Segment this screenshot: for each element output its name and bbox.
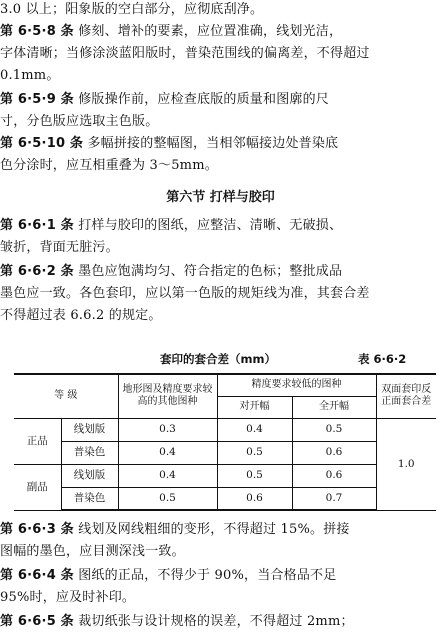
header-low-precision: 精度要求较低的图种 xyxy=(217,374,376,396)
table-title: 套印的套合差（mm） xyxy=(160,352,276,366)
article-6-6-3: 第 6·6·3 条 线划及网线粗细的变形，不得超过 15%。拼接 xyxy=(0,522,350,537)
table-row xyxy=(14,464,436,487)
cell-folio: 0.4 xyxy=(217,418,292,441)
header-high-precision: 地形图及精度要求较高的其他图种 xyxy=(118,374,217,418)
row-type: 普染色 xyxy=(61,487,118,510)
article-6-5-10: 第 6·5·10 条 多幅拼接的整幅图，当相邻幅接边处普染底 xyxy=(0,136,339,151)
row-type: 普染色 xyxy=(61,441,118,464)
cell-full: 0.7 xyxy=(292,487,376,510)
group-name: 副品 xyxy=(14,464,61,510)
cell-high: 0.4 xyxy=(118,464,217,487)
text-line: 墨色应一致。各色套印，应以第一色版的规矩线为准，其套合差 xyxy=(0,286,370,301)
row-type: 线划版 xyxy=(61,464,118,487)
header-grade: 等 级 xyxy=(14,374,118,418)
cell-folio: 0.5 xyxy=(217,441,292,464)
text-line: 不得超过表 6.6.2 的规定。 xyxy=(0,308,162,323)
table-row xyxy=(14,441,436,464)
text-line: 色分涂时，应互相重叠为 3～5mm。 xyxy=(0,158,218,173)
cell-high: 0.3 xyxy=(118,418,217,441)
header-folio: 对开幅 xyxy=(217,396,292,418)
article-6-5-9: 第 6·5·9 条 修版操作前，应检查底版的质量和图廓的尺 xyxy=(0,92,330,107)
header-full: 全开幅 xyxy=(292,396,376,418)
table-row xyxy=(14,418,436,441)
table-number: 表 6·6·2 xyxy=(358,352,407,366)
cell-double-sided: 1.0 xyxy=(376,418,436,510)
text-line: 寸，分色版应选取主色版。 xyxy=(0,114,159,129)
text-line: 95%时，应及时补印。 xyxy=(0,590,136,605)
cell-full: 0.6 xyxy=(292,464,376,487)
text-line: 3.0 以上；阳象版的空白部分，应彻底刮净。 xyxy=(0,2,264,17)
cell-full: 0.6 xyxy=(292,441,376,464)
registration-tolerance-table xyxy=(14,373,436,511)
cell-high: 0.5 xyxy=(118,487,217,510)
article-6-6-1: 第 6·6·1 条 打样与胶印的图纸，应整洁、清晰、无破损、 xyxy=(0,218,343,233)
article-6-5-8: 第 6·5·8 条 修刻、增补的要素，应位置准确，线划光洁， xyxy=(0,24,343,39)
text-line: 皱折，背面无脏污。 xyxy=(0,240,119,255)
row-type: 线划版 xyxy=(61,418,118,441)
text-line: 0.1mm。 xyxy=(0,68,60,83)
text-line: 图幅的墨色，应目测深浅一致。 xyxy=(0,544,185,559)
table-row xyxy=(14,487,436,510)
article-6-6-5: 第 6·6·5 条 裁切纸张与设计规格的误差，不得超过 2mm； xyxy=(0,614,354,629)
cell-full: 0.5 xyxy=(292,418,376,441)
cell-folio: 0.5 xyxy=(217,464,292,487)
cell-high: 0.4 xyxy=(118,441,217,464)
section-heading: 第六节 打样与胶印 xyxy=(166,190,275,205)
article-6-6-2: 第 6·6·2 条 墨色应饱满均匀、符合指定的色标；整批成品 xyxy=(0,264,343,279)
article-6-6-4: 第 6·6·4 条 图纸的正品，不得少于 90%，当合格品不足 xyxy=(0,568,337,583)
group-name: 正品 xyxy=(14,418,61,464)
header-double-sided: 双面套印反正面套合差 xyxy=(376,374,436,418)
cell-folio: 0.6 xyxy=(217,487,292,510)
text-line: 字体清晰；当修涂淡蓝阳版时，普染范围线的偏离差，不得超过 xyxy=(0,46,370,61)
